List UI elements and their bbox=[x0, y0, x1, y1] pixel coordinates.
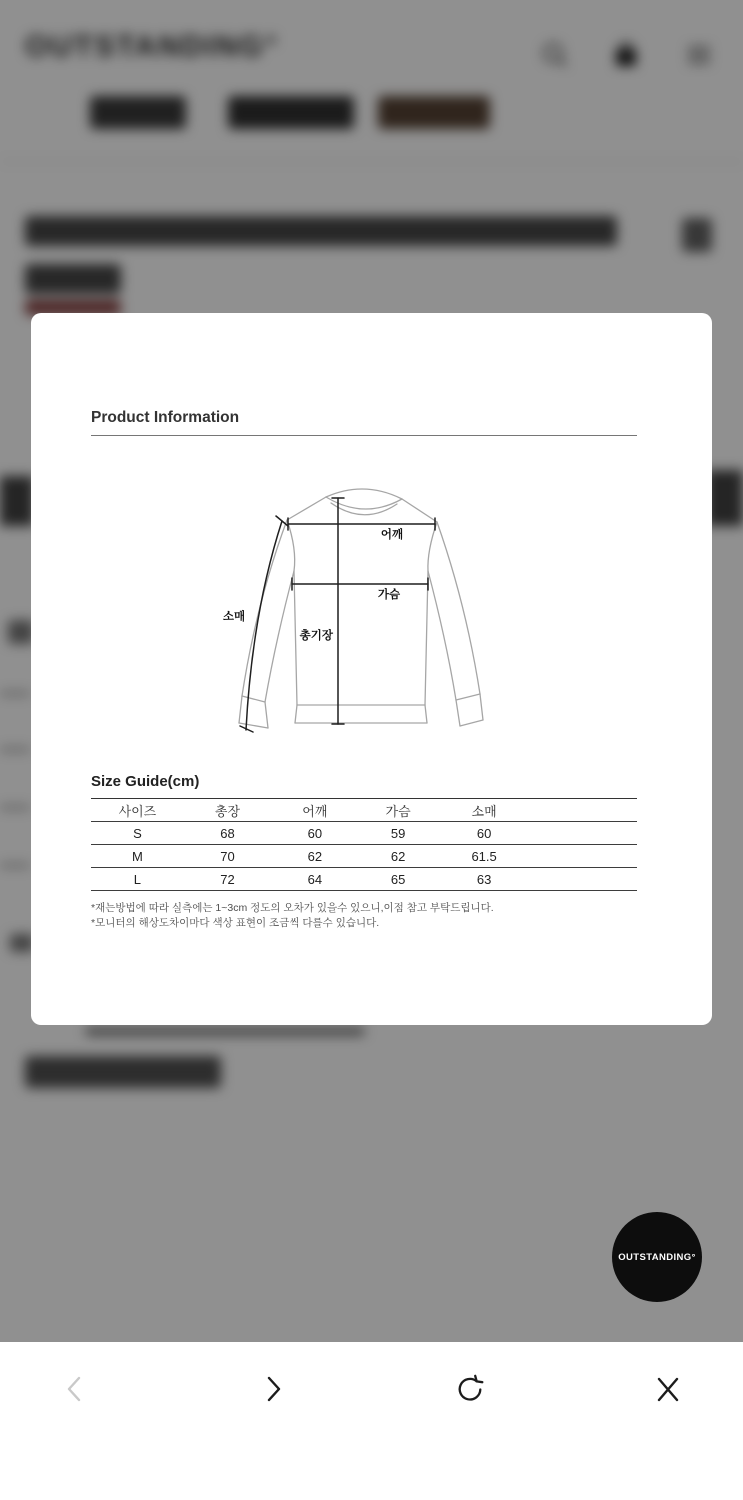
cell-value: 62 bbox=[271, 845, 358, 868]
product-information-modal bbox=[31, 313, 712, 1025]
diagram-label-shoulder: 어깨 bbox=[380, 529, 404, 541]
close-button[interactable] bbox=[649, 1370, 687, 1408]
brand-badge-label: OUTSTANDING° bbox=[618, 1251, 696, 1263]
modal-title: Product Information bbox=[91, 409, 637, 436]
size-guide-footnotes bbox=[91, 901, 637, 931]
col-header-chest: 가슴 bbox=[359, 799, 438, 822]
cell-value: 70 bbox=[184, 845, 271, 868]
cell-value: 62 bbox=[359, 845, 438, 868]
col-header-size: 사이즈 bbox=[91, 799, 184, 822]
cell-size: M bbox=[91, 845, 184, 868]
footnote: *재는방법에 따라 실측에는 1~3cm 정도의 오차가 있을수 있으니,이점 참고 부탁드립니다. bbox=[91, 902, 494, 914]
cell-size: S bbox=[91, 822, 184, 845]
table-row bbox=[91, 845, 637, 868]
refresh-button[interactable] bbox=[451, 1370, 489, 1408]
cell-value: 59 bbox=[359, 822, 438, 845]
back-button[interactable] bbox=[56, 1370, 94, 1408]
table-row bbox=[91, 822, 637, 845]
forward-button[interactable] bbox=[254, 1370, 292, 1408]
cell-value: 60 bbox=[271, 822, 358, 845]
diagram-label-sleeve: 소매 bbox=[222, 611, 246, 623]
brand-badge-button[interactable] bbox=[612, 1212, 702, 1302]
col-header-total-length: 총장 bbox=[184, 799, 271, 822]
col-header-shoulder: 어깨 bbox=[271, 799, 358, 822]
browser-toolbar bbox=[0, 1342, 743, 1500]
footnote: *모니터의 해상도차이마다 색상 표현이 조금씩 다를수 있습니다. bbox=[91, 917, 380, 930]
table-row bbox=[91, 868, 637, 891]
size-diagram bbox=[204, 474, 524, 759]
cell-value: 63 bbox=[438, 868, 531, 891]
size-guide-table bbox=[91, 798, 637, 891]
brand-logo[interactable]: OUTSTANDING° bbox=[25, 30, 279, 63]
cell-value: 60 bbox=[438, 822, 531, 845]
sweatshirt-diagram-image bbox=[204, 474, 524, 754]
cell-value: 61.5 bbox=[438, 845, 531, 868]
diagram-label-chest: 가슴 bbox=[377, 589, 401, 601]
cell-value: 65 bbox=[359, 868, 438, 891]
col-header-sleeve: 소매 bbox=[438, 799, 531, 822]
col-header-empty bbox=[531, 799, 638, 822]
cell-value: 68 bbox=[184, 822, 271, 845]
diagram-label-total-length: 총기장 bbox=[299, 630, 333, 642]
cell-value: 72 bbox=[184, 868, 271, 891]
cell-size: L bbox=[91, 868, 184, 891]
table-header-row bbox=[91, 799, 637, 822]
size-guide-title: Size Guide(cm) bbox=[91, 773, 200, 790]
cell-value: 64 bbox=[271, 868, 358, 891]
